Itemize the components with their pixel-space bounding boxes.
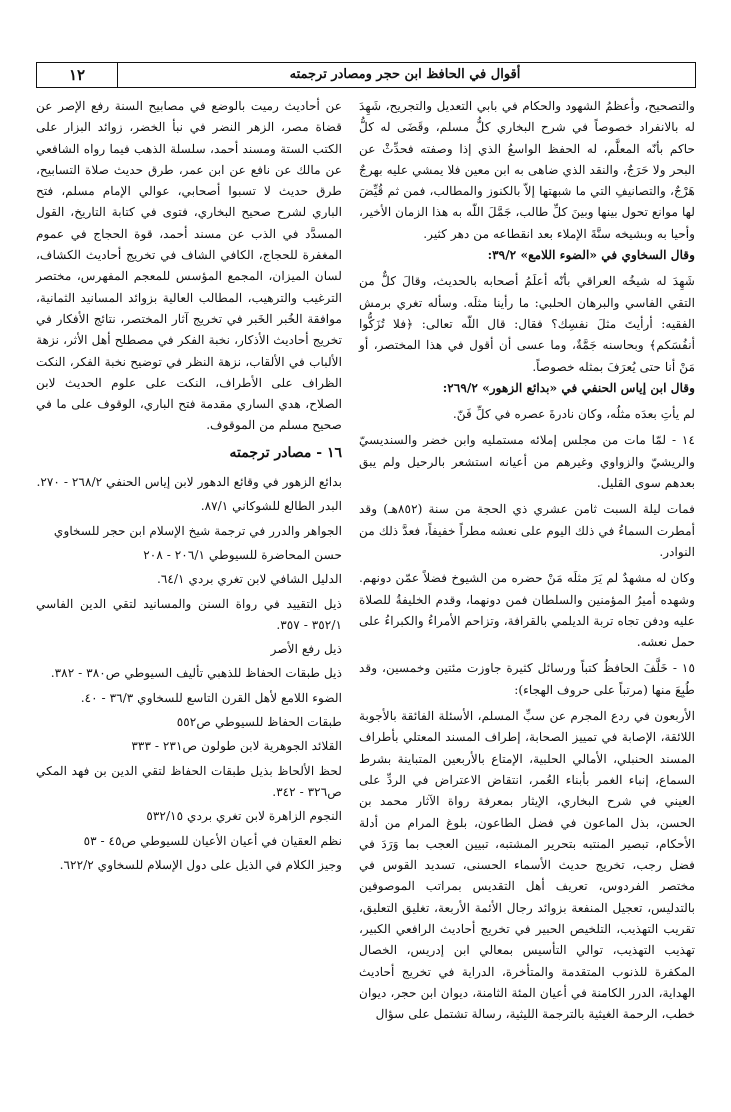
paragraph: وكان له مشهدٌ لم يَرَ مثلَه مَنْ حضره من الشيوخ فضلاً عمّن دونهم. وشهده أميرُ المؤمنين والسلطان فمن دونهما، وقدم الخليفةُ للصلاة عليه ودفن تجاه تربة الديلمي بالقرافة، وتزاحم الأمراءُ والكبراءُ على حمل نعشه. [359,571,695,650]
paragraph: فمات ليلة السبت ثامن عشري ذي الحجة من سنة (٨٥٢هـ) وقد أمطرت السماءُ في ذلك اليوم على نعشه مطراً خفيفاً، فعدَّ ذلك من النوادر. [359,502,695,559]
paragraph: عن أحاديث رميت بالوضع في مصابيح السنة رفع الإصر عن قضاة مصر، الزهر النضر في نبأ الخضر، زوائد البزار على الكتب الستة ومسند أحمد، سلسلة الذهب فيما رواه الشافعي عن مالك عن نافع عن ابن عمر، طرق حديث صلاة التسابيح، طرق حديث لا تسبوا أصحابي، عوالي الإمام مسلم، فتح الباري لشرح صحيح البخاري، فتوى في كتابة التاريخ، القول المسدَّد في الذب عن مسند أحمد، قوة الحجاج في عموم المغفرة للحجاج، الكافي الشاف في تخريج أحاديث الكشاف، لسان الميزان، المجمع المؤسس للمعجم المفهرس، مختصر الترغيب والترهيب، المطالب العالية بزوائد المسانيد الثمانية، موافقة الخُبر الخَبر في تخريج آثار المختصر، نتائج الأفكار في تخريج أحاديث الأذكار، نخبة الفكر في مصطلح أهل الأثر، نزهة الألباب في الألقاب، نزهة النظر في توضيح نخبة الفكر، النكت الظراف على الأطراف، النكت على علوم الحديث لابن الصلاح، هدي الساري مقدمة فتح الباري، الوقوف على ما في صحيح مسلم من الموقوف. [36,99,342,433]
source-item: القلائد الجوهرية لابن طولون ص٢٣١ - ٣٣٣ [131,739,342,754]
source-item: نظم العقيان في أعيان الأعيان للسيوطي ص٤٥ - ٥٣ [83,833,342,848]
header-divider [117,63,118,87]
source-item: الدليل الشافي لابن تغري بردي ٦٤/١. [156,572,342,587]
source-item: ذيل التقييد في رواة السنن والمسانيد لتقي الدين الفاسي ٣٥٢/١ - ٣٥٧. [36,596,342,632]
section-title: ١٦ - مصادر ترجمته [229,444,342,461]
paragraph: شَهِدَ له شيخُه العراقي بأنّه أعلَمُ أصحابه بالحديث، وقالَ كلٌّ من التقي الفاسي والبرهان الحلبي: ما رأينا مثلَه. وسأله تغري برمش الفقيه: أرأيتَ مثلَ نفسِك؟ فقال: قال اللّه تعالى: ﴿فلا تُزَكُّوا أنفُسَكم﴾ وبحاسنه جَمَّةٌ، وما عسى أن أقول في هذا المختصر، أو مَنْ أنا حتى يُعرَفَ بمثله خصوصاً. [359,274,695,374]
right-column [359,96,695,1025]
paragraph: لم يأتِ بعدَه مثلُه، وكان نادرةَ عصره في كلِّ فَنّ. [452,407,695,422]
sources-list [36,472,342,876]
paragraph: الأربعون في ردع المجرم عن سبِّ المسلم، الأسئلة الفائقة بالأجوبة اللائقة، الإصابة في تمييز الصحابة، إطراف المسند المعتلي بأطراف المسند الحنبلي، الأمالي الحلبية، الإمتاع بالأربعين المتباينة بشرط السماع، إنباء الغمر بأبناء العُمر، انتقاض الاعتراض في الردِّ على العيني في شرح البخاري، الإيثار بمعرفة رواة الآثار محمد بن الحسن، بذل الماعون في فضل الطاعون، بلوغ المرام من أدلة الأحكام، تبصير المنتبه بتحرير المشتبه، تبيين العجب بما وَرَدَ في فضل رجب، تخريج حديث الأسماء الحسنى، تسديد القوس في مختصر الفردوس، تعريف أهل التقديس بمراتب الموصوفين بالتدليس، تعجيل المنفعة بزوائد رجال الأئمة الأربعة، تغليق التعليق، تقريب التهذيب، التلخيص الحبير في تخريج أحاديث الرافعي الكبير، تهذيب التهذيب، توالي التأسيس بمعالي ابن إدريس، الخصال المكفرة للذنوب المتقدمة والمتأخرة، الدراية في تخريج أحاديث الهداية، الدرر الكامنة في أعيان المئة الثامنة، ديوان ابن حجر، ديوان خطب، الرحمة الغيثية بالترجمة الليثية، رسالة تشتمل على سؤال [359,709,695,1022]
source-item: ذيل رفع الأصر [270,642,342,657]
left-column [36,96,342,879]
quote-heading: وقال ابن إياس الحنفي في «بدائع الزهور» ٢٦٩/٢: [442,380,695,395]
source-item: ذيل طبقات الحفاظ للذهبي تأليف السيوطي ص٣٨٠ - ٣٨٢. [50,666,342,681]
source-item: البدر الطالع للشوكاني ٨٧/١. [200,499,342,514]
numbered-paragraph: ١٤ - لمّا مات من مجلس إملائه مستمليه وابن خضر والسنديسيّ والريشيّ والزواوي وغيرهم من أعيانه استشعر بالرحيل ولم يبق بعدهم سوى القليل. [359,433,695,491]
page-number: ١٢ [68,66,86,84]
source-item: حسن المحاضرة للسيوطي ٢٠٦/١ - ٢٠٨ [143,547,342,562]
source-item: طبقات الحفاظ للسيوطي ص٥٥٢ [176,715,342,730]
source-item: وجيز الكلام في الذيل على دول الإسلام للسخاوي ٦٢٢/٢. [59,857,342,872]
source-item: بدائع الزهور في وقائع الدهور لابن إياس الحنفي ٢٦٨/٢ - ٢٧٠. [36,475,342,490]
numbered-paragraph: ١٥ - خَلَّفَ الحافظُ كتباً ورسائل كثيرة جاوزت مئتين وخمسين، وقد طُبِعَ منها (مرتباً على حروف الهجاء): [359,661,695,697]
paragraph: والتصحيح، وأعظمُ الشهود والحكام في بابي التعديل والتجريح، شَهِدَ له بالانفراد خصوصاً في شرح البخاري كلُّ مسلم، وقَضَى له كلُّ حاكم بأنّه المعلَّم، له الحفظ الواسعُ الذي إذا وصفته فحدِّثْ عن البحر ولا حَرَجٌ، والنقد الذي ضاهى به ابن معين فلا يمشي عليه بهرجٌ هَرْجٌ، والتصانيفِ التي ما شبهتها إلاّ بالكنوز والمطالب، فمن ثم قُيِّضَ لها موانع تحول بينها وبينَ كلِّ طالب، جَمَّلَ اللّه به هذا الزمان الأخير، وأحيا به وبشيخه سنَّةَ الإملاء بعد انقطاعه من دهر كثير. [359,99,695,241]
source-item: النجوم الزاهرة لابن تغري بردي ٥٣٢/١٥ [146,809,342,824]
quote-heading: وقال السخاوي في «الضوء اللامع» ٣٩/٢: [487,248,695,263]
running-header [36,62,696,88]
source-item: الجواهر والدرر في ترجمة شيخ الإسلام ابن حجر للسخاوي [53,523,342,538]
source-item: لحظ الألحاظ بذيل طبقات الحفاظ لتقي الدين بن فهد المكي ص٣٢٦ - ٣٤٢. [36,763,342,799]
header-title: أقوال في الحافظ ابن حجر ومصادر ترجمته [289,67,521,82]
source-item: الضوء اللامع لأهل القرن التاسع للسخاوي ٣٦/٣ - ٤٠. [80,690,342,705]
